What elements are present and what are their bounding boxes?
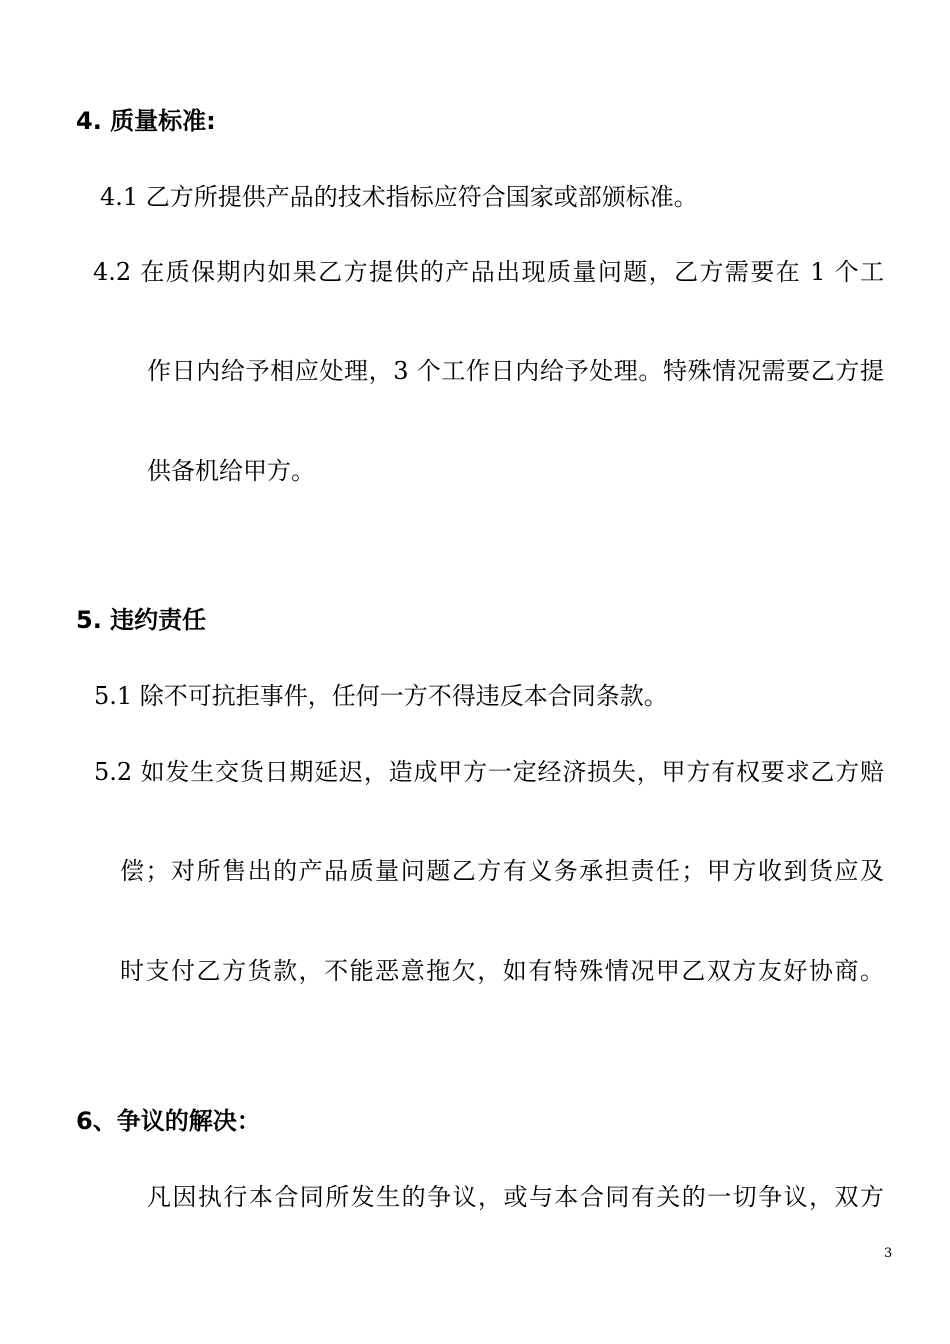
clause-5-2-line-2: 偿；对所售出的产品质量问题乙方有义务承担责任；甲方收到货应及	[120, 857, 884, 885]
clause-5-2-line-1: 5.2 如发生交货日期延迟，造成甲方一定经济损失，甲方有权要求乙方赔	[94, 758, 884, 786]
section-6-paragraph-line-1: 凡因执行本合同所发生的争议，或与本合同有关的一切争议，双方	[147, 1183, 884, 1211]
clause-4-2-line-3: 供备机给甲方。	[147, 457, 315, 485]
clause-5-1: 5.1 除不可抗拒事件，任何一方不得违反本合同条款。	[94, 682, 668, 710]
section-5-heading: 5. 违约责任	[76, 606, 207, 634]
clause-4-1: 4.1 乙方所提供产品的技术指标应符合国家或部颁标准。	[100, 183, 698, 211]
section-4-heading: 4. 质量标准:	[76, 107, 216, 135]
clause-4-2-line-2: 作日内给予相应处理，3 个工作日内给予处理。特殊情况需要乙方提	[147, 357, 884, 385]
clause-4-2-line-1: 4.2 在质保期内如果乙方提供的产品出现质量问题，乙方需要在 1 个工	[93, 258, 884, 286]
section-6-heading: 6、争议的解决：	[76, 1107, 261, 1135]
page-number: 3	[884, 1246, 893, 1261]
clause-5-2-line-3: 时支付乙方货款，不能恶意拖欠，如有特殊情况甲乙双方友好协商。	[120, 957, 884, 985]
